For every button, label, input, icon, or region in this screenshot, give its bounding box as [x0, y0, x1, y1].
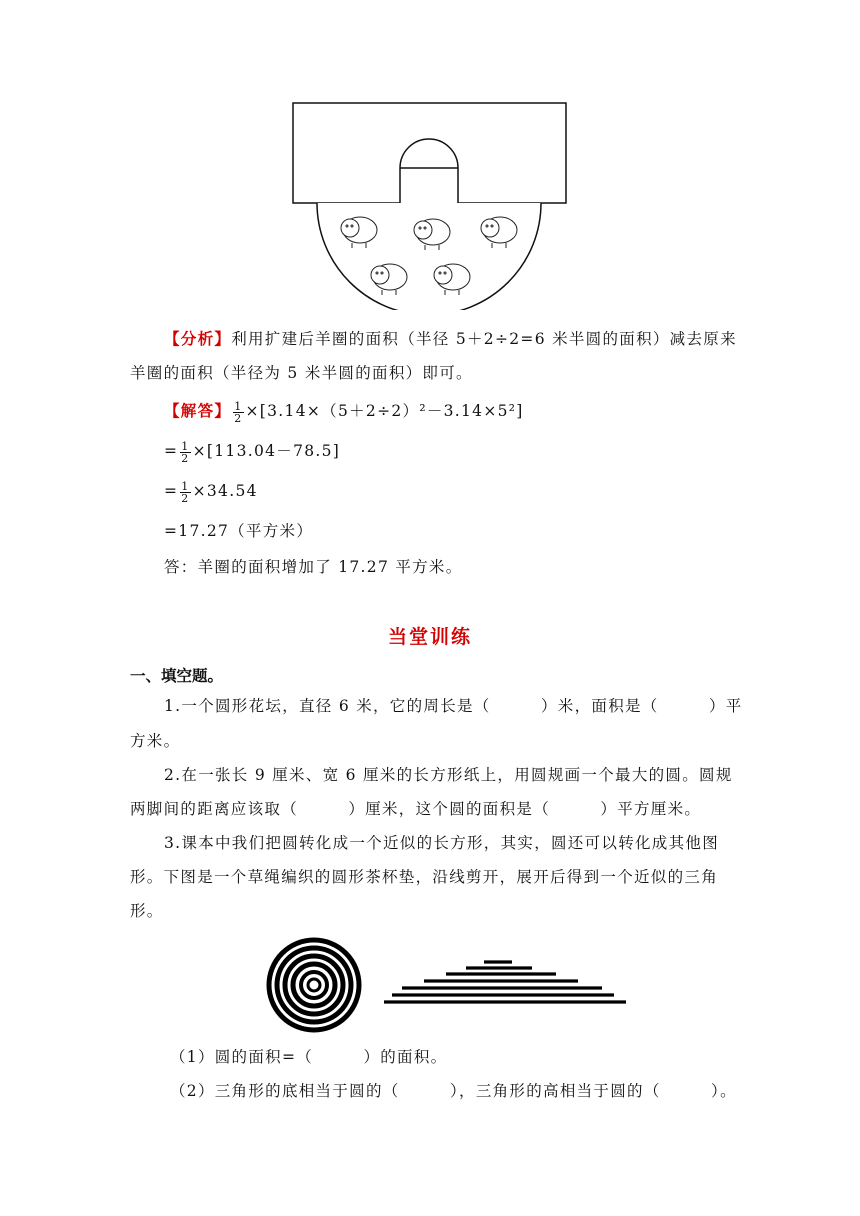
gate-arch [400, 139, 458, 203]
solution-step-1: 【解答】 $\frac{1}{2}$ ×[3.14×（5＋2÷2）²－3.14×5²] [164, 399, 524, 425]
section-title: 一、填空题。 [130, 667, 224, 685]
analysis-line-1 [164, 328, 737, 350]
fraction-half: $\frac{1}{2}$ [234, 399, 243, 425]
q3-line-2: 形。下图是一个草绳编织的圆形茶杯垫，沿线剪开，展开后得到一个近似的三角 [130, 868, 719, 886]
sheep-pen-figure [290, 100, 570, 310]
practice-heading: 当堂训练 [387, 626, 472, 648]
solution-step-3: = $\frac{1}{2}$ ×34.54 [164, 479, 258, 505]
unrolled-triangle [384, 962, 626, 1002]
q3-line-1: 3.课本中我们把圆转化成一个近似的长方形，其实，圆还可以转化成其他图 [164, 834, 719, 852]
q2-line-1: 2.在一张长 9 厘米、宽 6 厘米的长方形纸上，用圆规画一个最大的圆。圆规 [164, 766, 733, 784]
analysis-tag: 【分析】 [164, 329, 232, 348]
fraction-half: $\frac{1}{2}$ [181, 439, 190, 465]
sub-question-2: （2）三角形的底相当于圆的（ ），三角形的高相当于圆的（ ）。 [170, 1082, 737, 1100]
solution-tag: 【解答】 [164, 401, 232, 420]
solution-answer: 答：羊圈的面积增加了 17.27 平方米。 [164, 558, 463, 576]
solution-step-4: =17.27（平方米） [164, 522, 314, 540]
q1-line-2: 方米。 [130, 732, 181, 750]
q2-line-2: 两脚间的距离应该取（ ）厘米，这个圆的面积是（ ）平方厘米。 [130, 800, 702, 818]
coaster-figure [262, 935, 642, 1035]
concentric-circles-coaster [269, 940, 359, 1030]
q3-line-3: 形。 [130, 902, 164, 920]
fraction-half: $\frac{1}{2}$ [181, 479, 190, 505]
q1-line-1: 1.一个圆形花坛，直径 6 米，它的周长是（ ）米，面积是（ ）平 [164, 697, 743, 715]
analysis-text-1: 利用扩建后羊圈的面积（半径 5＋2÷2=6 米半圆的面积）减去原来 [231, 330, 737, 348]
sub-question-1: （1）圆的面积=（ ）的面积。 [170, 1048, 448, 1066]
analysis-line-2: 羊圈的面积（半径为 5 米半圆的面积）即可。 [130, 364, 473, 382]
solution-step-2: = $\frac{1}{2}$ ×[113.04－78.5] [164, 439, 341, 465]
